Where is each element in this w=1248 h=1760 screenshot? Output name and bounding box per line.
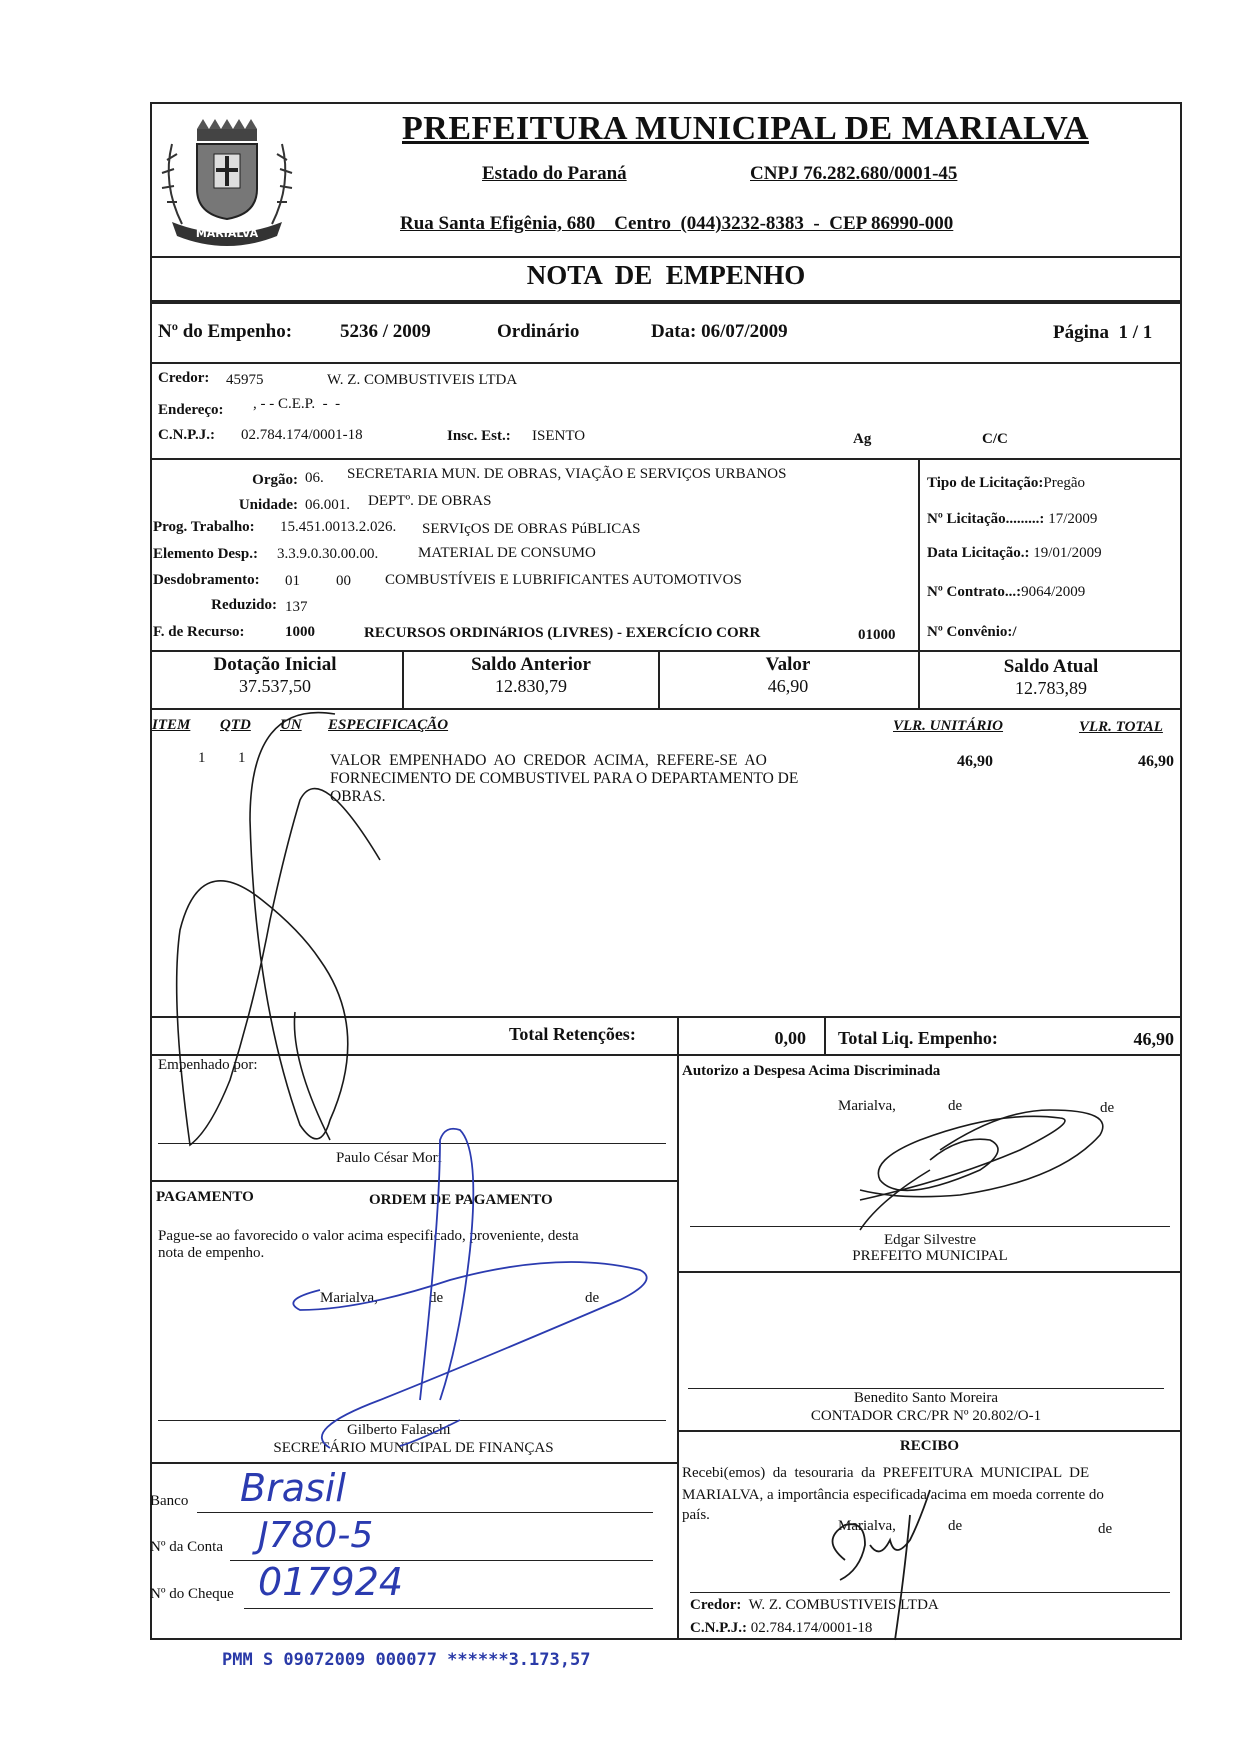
recibo-label: RECIBO [899, 1438, 960, 1454]
divider [677, 1016, 679, 1054]
desdobramento-a: 01 [285, 573, 300, 589]
saldo-atual-label: Saldo Atual [1003, 656, 1099, 677]
recibo-credor: Credor: W. Z. COMBUSTIVEIS LTDA [690, 1597, 939, 1613]
divider [677, 1271, 1182, 1273]
cnpj-label: C.N.P.J.: [158, 427, 215, 443]
desdobramento-b: 00 [336, 573, 351, 589]
pagamento-text-line-1: Pague-se ao favorecido o valor acima especificado, proveniente, desta [158, 1228, 579, 1244]
valor-value: 46,90 [767, 676, 809, 696]
empenho-type: Ordinário [497, 321, 580, 342]
contador-name: Benedito Santo Moreira [853, 1390, 999, 1406]
state-name: Estado do Paraná [482, 163, 627, 184]
pagamento-place: Marialva, [320, 1290, 378, 1306]
elemento-label: Elemento Desp.: [153, 546, 258, 562]
endereco-value: , - - C.E.P. - - [253, 396, 341, 412]
divider [150, 1054, 1182, 1056]
col-qtd: QTD [220, 717, 251, 733]
signature-line [158, 1420, 666, 1421]
municipal-seal [152, 104, 302, 254]
prefeito-name: Edgar Silvestre [883, 1232, 977, 1248]
divider [150, 362, 1182, 364]
empenho-number-label: Nº do Empenho: [158, 321, 293, 342]
cheque-label: Nº do Cheque [150, 1586, 234, 1602]
unidade-code: 06.001. [305, 497, 350, 513]
credor-label: Credor: [158, 370, 210, 386]
page-title: PREFEITURA MUNICIPAL DE MARIALVA [402, 110, 1089, 147]
divider [150, 1016, 1182, 1018]
conta-corrente-label: C/C [982, 431, 1008, 447]
signature-line [690, 1592, 1170, 1593]
recibo-place: Marialva, [838, 1518, 896, 1534]
divider [824, 1016, 826, 1054]
prog-label: Prog. Trabalho: [153, 519, 255, 535]
divider [150, 256, 1182, 258]
input-line [197, 1512, 653, 1513]
unidade-name: DEPTº. DE OBRAS [368, 493, 492, 509]
credor-cnpj: 02.784.174/0001-18 [241, 427, 363, 443]
svg-text:MARIALVA: MARIALVA [195, 227, 259, 240]
recibo-text-line-3: país. [682, 1507, 710, 1523]
fonte-code: 1000 [285, 624, 315, 640]
insc-label: Insc. Est.: [447, 428, 511, 444]
total-retencoes-value: 0,00 [774, 1028, 806, 1048]
divider [918, 458, 920, 650]
col-item: ITEM [152, 717, 191, 733]
item-vlr-total: 46,90 [1138, 753, 1174, 770]
reduzido-value: 137 [285, 599, 308, 615]
unidade-label: Unidade: [238, 497, 298, 513]
pagamento-text-line-2: nota de empenho. [158, 1245, 265, 1261]
autorizo-label: Autorizo a Despesa Acima Discriminada [682, 1063, 941, 1079]
signature-line [158, 1143, 666, 1144]
autorizo-de-2: de [1100, 1100, 1115, 1116]
prog-code: 15.451.0013.2.026. [280, 519, 397, 535]
item-desc-line-1: VALOR EMPENHADO AO CREDOR ACIMA, REFERE-SE AO [330, 752, 767, 769]
valor-label: Valor [765, 654, 811, 675]
item-desc-line-3: OBRAS. [330, 788, 386, 805]
desdobramento-name: COMBUSTÍVEIS E LUBRIFICANTES AUTOMOTIVOS [385, 572, 742, 588]
recibo-text-line-1: Recebi(emos) da tesouraria da PREFEITURA MUNICIPAL DE [682, 1465, 1090, 1481]
pagamento-label: PAGAMENTO [156, 1189, 254, 1205]
recibo-cnpj: C.N.P.J.: 02.784.174/0001-18 [690, 1620, 873, 1636]
pagamento-de-1: de [429, 1290, 444, 1306]
empenho-number: 5236 / 2009 [340, 321, 431, 342]
orgao-label: Orgão: [252, 472, 298, 488]
desdobramento-label: Desdobramento: [153, 572, 260, 588]
saldo-atual-value: 12.783,89 [1015, 678, 1087, 698]
autorizo-de-1: de [948, 1098, 963, 1114]
recibo-de-1: de [948, 1518, 963, 1534]
prefeito-role: PREFEITO MUNICIPAL [852, 1248, 1008, 1264]
dotacao-inicial-value: 37.537,50 [239, 676, 311, 696]
total-liquido-label: Total Liq. Empenho: [838, 1028, 998, 1048]
payment-stamp: PMM S 09072009 000077 ******3.173,57 [222, 1650, 591, 1670]
item-desc-line-2: FORNECIMENTO DE COMBUSTIVEL PARA O DEPARTAMENTO DE [330, 770, 799, 787]
col-vlr-unitario: VLR. UNITÁRIO [893, 718, 1004, 734]
secretario-role: SECRETÁRIO MUNICIPAL DE FINANÇAS [273, 1440, 554, 1456]
ordem-pagamento-label: ORDEM DE PAGAMENTO [369, 1192, 553, 1208]
divider [150, 708, 1182, 710]
signature-line [690, 1226, 1170, 1227]
dotacao-inicial-label: Dotação Inicial [213, 654, 337, 675]
divider [677, 1054, 679, 1640]
agencia-label: Ag [853, 431, 872, 447]
input-line [244, 1608, 653, 1609]
col-un: UN [280, 717, 302, 733]
fonte-name: RECURSOS ORDINáRIOS (LIVRES) - EXERCÍCIO CORR [364, 625, 761, 641]
empenhado-por-label: Empenhado por: [158, 1057, 258, 1073]
licitacao-data: Data Licitação.: 19/01/2009 [927, 545, 1102, 561]
credor-code: 45975 [226, 372, 264, 388]
pagamento-de-2: de [585, 1290, 600, 1306]
col-vlr-total: VLR. TOTAL [1079, 719, 1163, 735]
reduzido-label: Reduzido: [211, 597, 277, 613]
divider [150, 300, 1182, 304]
licitacao-tipo: Tipo de Licitação:Pregão [927, 475, 1086, 491]
orgao-code: 06. [305, 470, 324, 486]
secretario-name: Gilberto Falaschi [347, 1422, 451, 1438]
cnpj-header: CNPJ 76.282.680/0001-45 [750, 163, 958, 184]
item-vlr-unitario: 46,90 [957, 753, 993, 770]
banco-label: Banco [150, 1493, 189, 1509]
item-qtd: 1 [238, 750, 246, 766]
convenio-numero: Nº Convênio:/ [927, 624, 1017, 640]
prog-name: SERVIçOS DE OBRAS PúBLICAS [422, 521, 641, 537]
item-number: 1 [198, 750, 206, 766]
signature-line [688, 1388, 1164, 1389]
saldo-anterior-label: Saldo Anterior [471, 654, 591, 675]
divider [150, 1180, 677, 1182]
orgao-name: SECRETARIA MUN. DE OBRAS, VIAÇÃO E SERVIÇOS URBANOS [347, 466, 787, 482]
licitacao-numero: Nº Licitação.........: 17/2009 [927, 511, 1098, 527]
total-retencoes-label: Total Retenções: [509, 1024, 636, 1044]
empenhado-por-name: Paulo César Mori [336, 1150, 442, 1166]
fonte-number: 01000 [858, 627, 896, 643]
divider [150, 650, 1182, 652]
col-especificacao: ESPECIFICAÇÃO [328, 717, 449, 733]
saldo-anterior-value: 12.830,79 [495, 676, 567, 696]
empenho-date: Data: 06/07/2009 [651, 321, 788, 342]
contrato-numero: Nº Contrato...:9064/2009 [927, 584, 1086, 600]
document-title: NOTA DE EMPENHO [526, 260, 806, 290]
credor-name: W. Z. COMBUSTIVEIS LTDA [327, 372, 518, 388]
autorizo-place: Marialva, [838, 1098, 896, 1114]
divider [150, 1462, 677, 1464]
address: Rua Santa Efigênia, 680 Centro (044)3232-8383 - CEP 86990-000 [400, 213, 954, 234]
endereco-label: Endereço: [158, 402, 224, 418]
elemento-code: 3.3.9.0.30.00.00. [277, 546, 379, 562]
recibo-de-2: de [1098, 1521, 1113, 1537]
cheque-handwritten: 017924 [258, 1560, 404, 1604]
divider [677, 1430, 1182, 1432]
insc-value: ISENTO [532, 428, 586, 444]
divider [150, 458, 1182, 460]
recibo-text-line-2: MARIALVA, a importância especificada acima em moeda corrente do [682, 1487, 1104, 1503]
elemento-name: MATERIAL DE CONSUMO [418, 545, 596, 561]
contador-role: CONTADOR CRC/PR Nº 20.802/O-1 [810, 1408, 1042, 1424]
conta-label: Nº da Conta [150, 1539, 223, 1555]
total-liquido-value: 46,90 [1133, 1029, 1174, 1049]
banco-handwritten: Brasil [240, 1466, 346, 1510]
page-number: Página 1 / 1 [1053, 322, 1153, 343]
conta-handwritten: J780-5 [258, 1515, 374, 1556]
fonte-label: F. de Recurso: [153, 624, 245, 640]
